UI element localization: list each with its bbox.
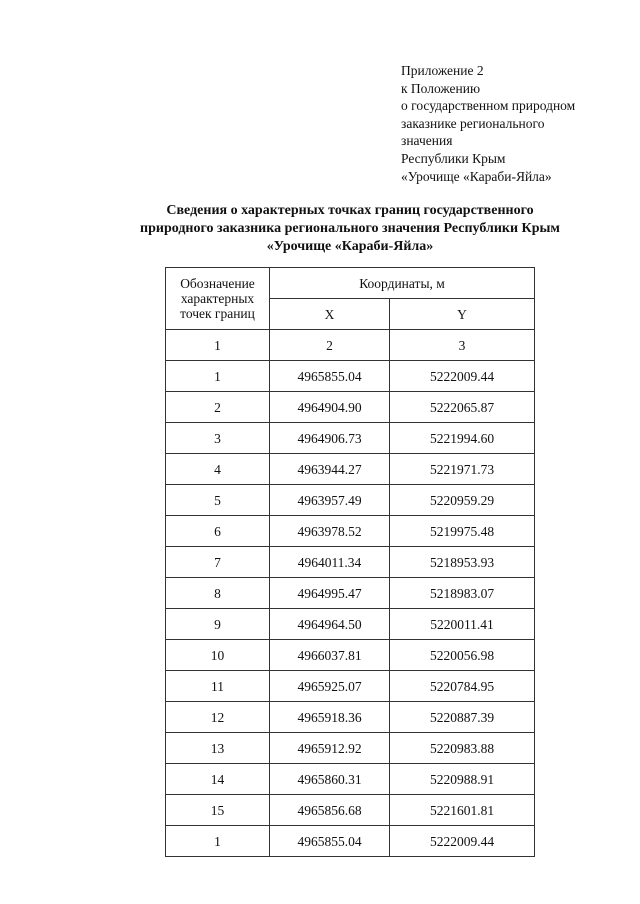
point-cell: 2 (166, 392, 270, 423)
appendix-line: «Урочище «Караби-Яйла» (401, 168, 552, 184)
y-coordinate-cell: 5219975.48 (390, 516, 535, 547)
table-row (166, 423, 535, 454)
point-cell: 3 (166, 423, 270, 454)
y-coordinate-cell: 5218953.93 (390, 547, 535, 578)
x-coordinate-cell: 4965912.92 (270, 733, 390, 764)
x-coordinate-cell: 4964906.73 (270, 423, 390, 454)
point-cell: 13 (166, 733, 270, 764)
x-coordinate-cell: 4964011.34 (270, 547, 390, 578)
table-row (166, 392, 535, 423)
header-coordinates: Координаты, м (270, 268, 535, 299)
point-cell: 4 (166, 454, 270, 485)
point-cell: 14 (166, 764, 270, 795)
appendix-line: Республики Крым (401, 150, 506, 166)
x-coordinate-cell: 4965855.04 (270, 361, 390, 392)
table-row (166, 826, 535, 857)
point-cell: 5 (166, 485, 270, 516)
y-coordinate-cell: 5220983.88 (390, 733, 535, 764)
y-coordinate-cell: 5220988.91 (390, 764, 535, 795)
table-row (166, 640, 535, 671)
y-coordinate-cell: 5221601.81 (390, 795, 535, 826)
point-cell: 1 (166, 361, 270, 392)
table-row (166, 764, 535, 795)
y-coordinate-cell: 5218983.07 (390, 578, 535, 609)
x-coordinate-cell: 4966037.81 (270, 640, 390, 671)
y-coordinate-cell: 5222009.44 (390, 826, 535, 857)
point-cell: 9 (166, 609, 270, 640)
numbering-cell: 3 (390, 330, 535, 361)
table-row (166, 516, 535, 547)
appendix-line: к Положению (401, 80, 481, 96)
table-numbering-row (166, 330, 535, 361)
table-row (166, 702, 535, 733)
y-coordinate-cell: 5220959.29 (390, 485, 535, 516)
x-coordinate-cell: 4964995.47 (270, 578, 390, 609)
point-cell: 1 (166, 826, 270, 857)
header-x: X (270, 299, 390, 330)
document-title (80, 202, 620, 256)
x-coordinate-cell: 4964904.90 (270, 392, 390, 423)
header-designation (166, 268, 270, 330)
y-coordinate-cell: 5220887.39 (390, 702, 535, 733)
table-row (166, 578, 535, 609)
y-coordinate-cell: 5220784.95 (390, 671, 535, 702)
x-coordinate-cell: 4963957.49 (270, 485, 390, 516)
title-line: Сведения о характерных точках границ государственного (166, 203, 534, 218)
table-header-row (166, 268, 535, 299)
y-coordinate-cell: 5222065.87 (390, 392, 535, 423)
y-coordinate-cell: 5221994.60 (390, 423, 535, 454)
y-coordinate-cell: 5220011.41 (390, 609, 535, 640)
point-cell: 12 (166, 702, 270, 733)
header-designation-line: Обозначение (180, 276, 255, 291)
appendix-note (401, 62, 631, 185)
table-row (166, 547, 535, 578)
x-coordinate-cell: 4964964.50 (270, 609, 390, 640)
point-cell: 15 (166, 795, 270, 826)
x-coordinate-cell: 4965918.36 (270, 702, 390, 733)
appendix-line: заказнике регионального (401, 115, 545, 131)
header-designation-line: характерных (180, 291, 255, 306)
x-coordinate-cell: 4965855.04 (270, 826, 390, 857)
point-cell: 6 (166, 516, 270, 547)
y-coordinate-cell: 5220056.98 (390, 640, 535, 671)
appendix-line: значения (401, 133, 453, 149)
table-row (166, 733, 535, 764)
x-coordinate-cell: 4965925.07 (270, 671, 390, 702)
title-line: природного заказника регионального значения Республики Крым (140, 221, 560, 236)
x-coordinate-cell: 4965856.68 (270, 795, 390, 826)
header-designation-line: точек границ (180, 306, 255, 321)
table-row (166, 361, 535, 392)
appendix-line: о государственном природном (401, 98, 576, 114)
numbering-cell: 1 (166, 330, 270, 361)
y-coordinate-cell: 5221971.73 (390, 454, 535, 485)
header-y: Y (390, 299, 535, 330)
point-cell: 10 (166, 640, 270, 671)
table-row (166, 671, 535, 702)
table-row (166, 795, 535, 826)
point-cell: 8 (166, 578, 270, 609)
table-row (166, 454, 535, 485)
x-coordinate-cell: 4965860.31 (270, 764, 390, 795)
y-coordinate-cell: 5222009.44 (390, 361, 535, 392)
point-cell: 7 (166, 547, 270, 578)
coordinates-table (165, 267, 535, 857)
x-coordinate-cell: 4963944.27 (270, 454, 390, 485)
table-row (166, 485, 535, 516)
appendix-line: Приложение 2 (401, 63, 484, 78)
x-coordinate-cell: 4963978.52 (270, 516, 390, 547)
numbering-cell: 2 (270, 330, 390, 361)
table-row (166, 609, 535, 640)
point-cell: 11 (166, 671, 270, 702)
title-line: «Урочище «Караби-Яйла» (266, 239, 434, 254)
